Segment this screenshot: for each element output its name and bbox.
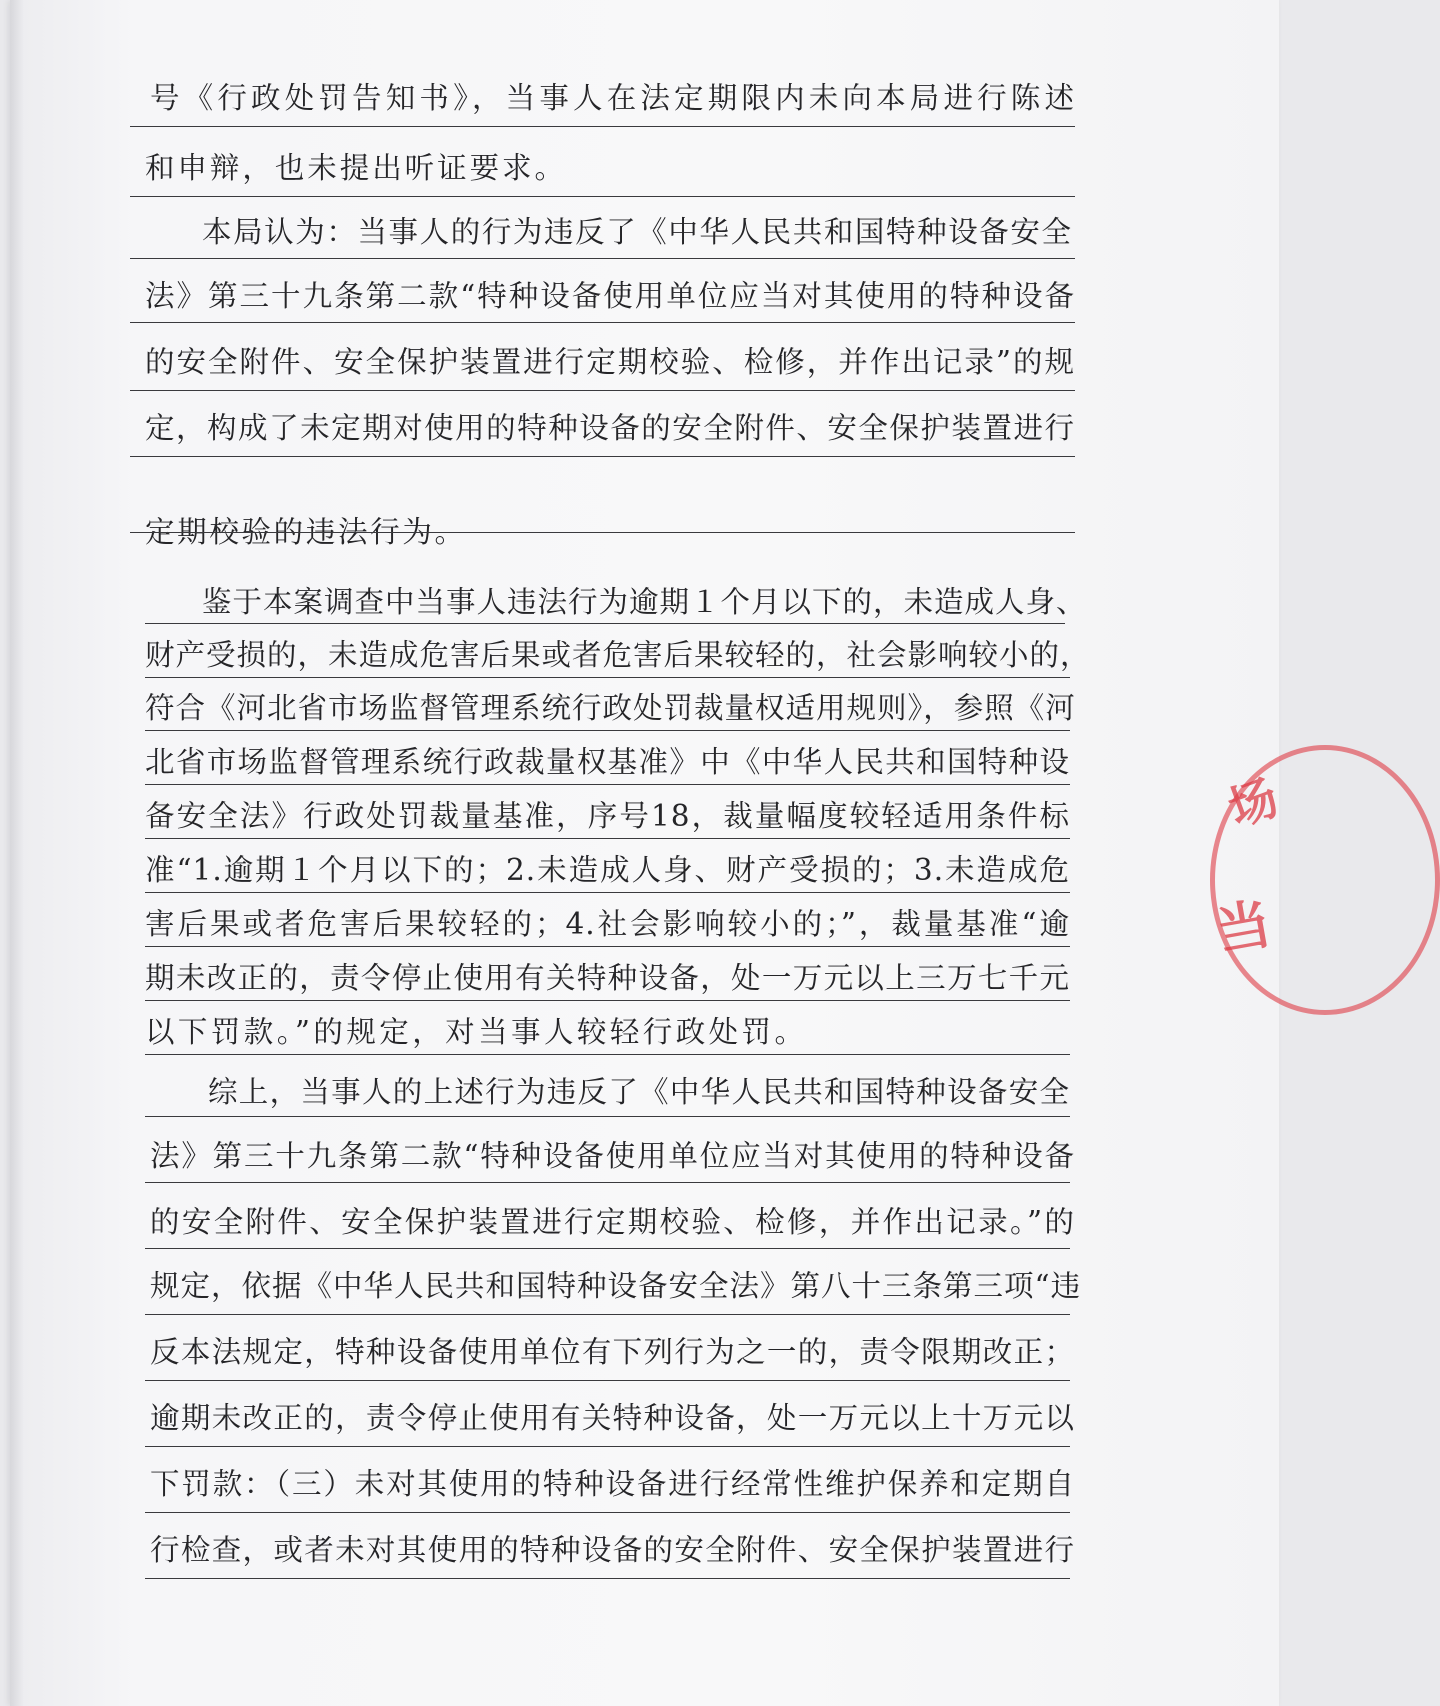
document-page: [10, 0, 1286, 1706]
seal-char: 当: [1211, 891, 1276, 964]
underline-rule: [130, 390, 1075, 391]
text-line: 综上，当事人的上述行为违反了《中华人民共和国特种设备安全: [208, 1075, 1070, 1109]
underline-rule: [130, 196, 1075, 197]
text-line: 反本法规定，特种设备使用单位有下列行为之一的，责令限期改正；: [150, 1335, 1075, 1369]
official-seal-stamp: [1210, 745, 1380, 1005]
text-line: 下罚款：（三）未对其使用的特种设备进行经常性维护保养和定期自: [150, 1467, 1075, 1501]
text-line: 法》第三十九条第二款“特种设备使用单位应当对其使用的特种设备: [145, 279, 1075, 313]
underline-rule: [145, 730, 1070, 731]
text-line: 符合《河北省市场监督管理系统行政处罚裁量权适用规则》，参照《河: [145, 691, 1076, 725]
underline-rule: [145, 1000, 1070, 1001]
text-line: 行检查，或者未对其使用的特种设备的安全附件、安全保护装置进行: [150, 1533, 1075, 1567]
text-line: 期未改正的，责令停止使用有关特种设备，处一万元以上三万七千元: [145, 961, 1070, 995]
text-line: 北省市场监督管理系统行政裁量权基准》中《中华人民共和国特种设: [145, 745, 1070, 779]
underline-rule: [145, 838, 1070, 839]
seal-char: 场: [1221, 769, 1286, 839]
underline-rule: [145, 892, 1070, 893]
underline-rule: [145, 1578, 1070, 1579]
text-line: 以下罚款。”的规定，对当事人较轻行政处罚。: [145, 1015, 805, 1049]
underline-rule: [130, 456, 1075, 457]
underline-rule: [130, 532, 1075, 533]
underline-rule: [145, 784, 1070, 785]
underline-rule: [145, 1116, 1070, 1117]
underline-rule: [145, 623, 1065, 624]
underline-rule: [145, 1512, 1070, 1513]
underline-rule: [145, 1380, 1070, 1381]
text-line: 定，构成了未定期对使用的特种设备的安全附件、安全保护装置进行: [145, 411, 1075, 445]
underline-rule: [145, 1446, 1070, 1447]
underline-rule: [145, 1314, 1070, 1315]
underline-rule: [145, 946, 1070, 947]
page-fold-shadow: [10, 0, 24, 1706]
underline-rule: [145, 1054, 1070, 1055]
text-line: 的安全附件、安全保护装置进行定期校验、检修，并作出记录。”的: [150, 1205, 1075, 1239]
text-line: 鉴于本案调查中当事人违法行为逾期１个月以下的，未造成人身、: [202, 585, 1087, 619]
text-line: 和申辩，也未提出听证要求。: [145, 151, 565, 185]
underline-rule: [130, 126, 1075, 127]
text-line: 号《行政处罚告知书》，当事人在法定期限内未向本局进行陈述: [150, 81, 1075, 115]
underline-rule: [145, 1182, 1070, 1183]
text-line: 法》第三十九条第二款“特种设备使用单位应当对其使用的特种设备: [150, 1139, 1075, 1173]
text-line: 财产受损的，未造成危害后果或者危害后果较轻的，社会影响较小的，: [145, 638, 1091, 672]
text-line: 逾期未改正的，责令停止使用有关特种设备，处一万元以上十万元以: [150, 1401, 1075, 1435]
underline-rule: [145, 677, 1070, 678]
text-line: 定期校验的违法行为。: [145, 515, 465, 549]
text-line: 害后果或者危害后果较轻的；4.社会影响较小的；”，裁量基准“逾: [145, 907, 1070, 941]
text-line: 准“1.逾期１个月以下的；2.未造成人身、财产受损的；3.未造成危: [145, 853, 1070, 887]
text-line: 本局认为：当事人的行为违反了《中华人民共和国特种设备安全: [202, 215, 1072, 249]
underline-rule: [130, 322, 1075, 323]
underline-rule: [145, 1248, 1070, 1249]
text-line: 备安全法》行政处罚裁量基准，序号18，裁量幅度较轻适用条件标: [145, 799, 1070, 833]
underline-rule: [130, 258, 1075, 259]
text-line: 的安全附件、安全保护装置进行定期校验、检修，并作出记录”的规: [145, 345, 1075, 379]
text-line: 规定，依据《中华人民共和国特种设备安全法》第八十三条第三项“违: [150, 1269, 1082, 1303]
